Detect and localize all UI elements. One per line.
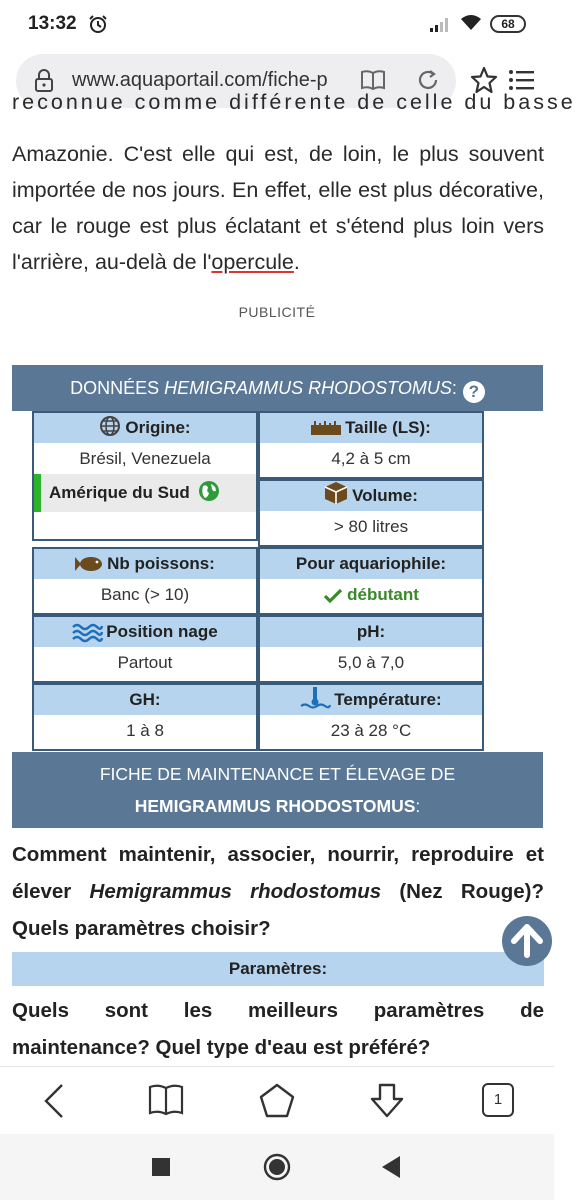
ph-cell: [258, 615, 484, 683]
cut-off-line: reconnue comme différente de celle du basse: [12, 90, 576, 114]
params-question-line1: Quels sont les meilleurs paramètres de: [12, 999, 544, 1022]
ruler-icon: [311, 421, 341, 437]
wifi-icon: [460, 14, 482, 32]
maintenance-question: Comment maintenir, associer, nourrir, reproduire et élever Hemigrammus rhodostomus (Nez Rouge)? Quels paramètres choisir?: [12, 843, 544, 940]
download-icon[interactable]: [368, 1083, 406, 1119]
origine-label: Origine:: [125, 418, 191, 437]
data-table-header: DONNÉES HEMIGRAMMUS RHODOSTOMUS: ?: [12, 365, 543, 411]
earth-icon: [198, 480, 220, 502]
thermometer-water-icon: [300, 687, 330, 709]
nb-label: Nb poissons:: [107, 554, 215, 573]
temp-label: Température:: [334, 690, 442, 709]
amerique-du-sud-link[interactable]: [34, 474, 256, 512]
signal-icon: [430, 16, 452, 32]
reload-icon[interactable]: [416, 68, 440, 92]
box-icon: [324, 481, 348, 505]
taille-value: 4,2 à 5 cm: [331, 449, 411, 468]
ph-label: pH:: [356, 622, 386, 641]
gh-value: 1 à 8: [126, 721, 164, 740]
ad-label: PUBLICITÉ: [238, 304, 316, 320]
home-icon[interactable]: [258, 1083, 296, 1119]
section-line1: FICHE DE MAINTENANCE ET ÉLEVAGE DE: [99, 764, 456, 784]
url-text[interactable]: www.aquaportail.com/fiche-p: [72, 69, 328, 91]
section-species: HEMIGRAMMUS RHODOSTOMUS: [134, 796, 416, 816]
temperature-cell: [258, 683, 484, 751]
back-button-icon[interactable]: [382, 1156, 400, 1178]
fish-icon: [75, 555, 103, 573]
alarm-icon: [88, 14, 108, 34]
nb-value: Banc (> 10): [100, 585, 190, 604]
position-value: Partout: [117, 653, 173, 672]
params-question-line2: maintenance? Quel type d'eau est préféré?: [12, 1036, 431, 1059]
aquario-value: débutant: [347, 585, 419, 604]
scroll-to-top-button[interactable]: [502, 916, 552, 966]
position-label: Position nage: [106, 622, 218, 641]
volume-value: > 80 litres: [333, 517, 409, 536]
gh-cell: [32, 683, 258, 751]
check-icon: [323, 588, 343, 604]
reader-mode-icon[interactable]: [360, 69, 386, 91]
taille-label: Taille (LS):: [345, 418, 431, 437]
position-cell: [32, 615, 258, 683]
back-icon[interactable]: [40, 1083, 70, 1119]
volume-label: Volume:: [352, 486, 418, 505]
battery-icon: 68: [490, 15, 526, 33]
taille-cell: [258, 411, 484, 479]
gh-label: GH:: [129, 690, 161, 709]
home-button-icon[interactable]: [262, 1152, 292, 1182]
amerique-label: Amérique du Sud: [49, 483, 190, 502]
globe-icon: [99, 415, 121, 437]
temp-value: 23 à 28 °C: [330, 721, 412, 740]
aquario-label: Pour aquariophile:: [295, 554, 447, 573]
aquariophile-cell: [258, 547, 484, 615]
parametres-header: Paramètres:: [12, 952, 544, 986]
arrow-up-icon: [502, 916, 552, 966]
system-nav-bar: [0, 1134, 554, 1200]
clock: 13:32: [28, 13, 77, 34]
opercule-link[interactable]: opercule: [211, 250, 294, 274]
maintenance-section-header: FICHE DE MAINTENANCE ET ÉLEVAGE DE HEMIGRAMMUS RHODOSTOMUS:: [12, 752, 543, 828]
nb-poissons-cell: [32, 547, 258, 615]
volume-cell: [258, 479, 484, 547]
origine-value: Brésil, Venezuela: [79, 449, 211, 468]
tabs-button[interactable]: 1: [482, 1083, 514, 1117]
status-bar: [0, 0, 554, 48]
menu-icon[interactable]: [508, 68, 534, 92]
help-icon[interactable]: ?: [463, 381, 485, 403]
waves-icon: [72, 623, 102, 641]
article-paragraph: Amazonie. C'est elle qui est, de loin, le plus souvent importée de nos jours. En effet, elle est plus décorative, car le rouge est plus éclatant et s'étend plus loin vers l'arrière, au-delà de l'opercule.: [12, 142, 544, 274]
browser-toolbar: [0, 1066, 554, 1134]
bookmarks-icon[interactable]: [148, 1083, 184, 1117]
recents-icon[interactable]: [152, 1158, 170, 1176]
ph-value: 5,0 à 7,0: [337, 653, 405, 672]
